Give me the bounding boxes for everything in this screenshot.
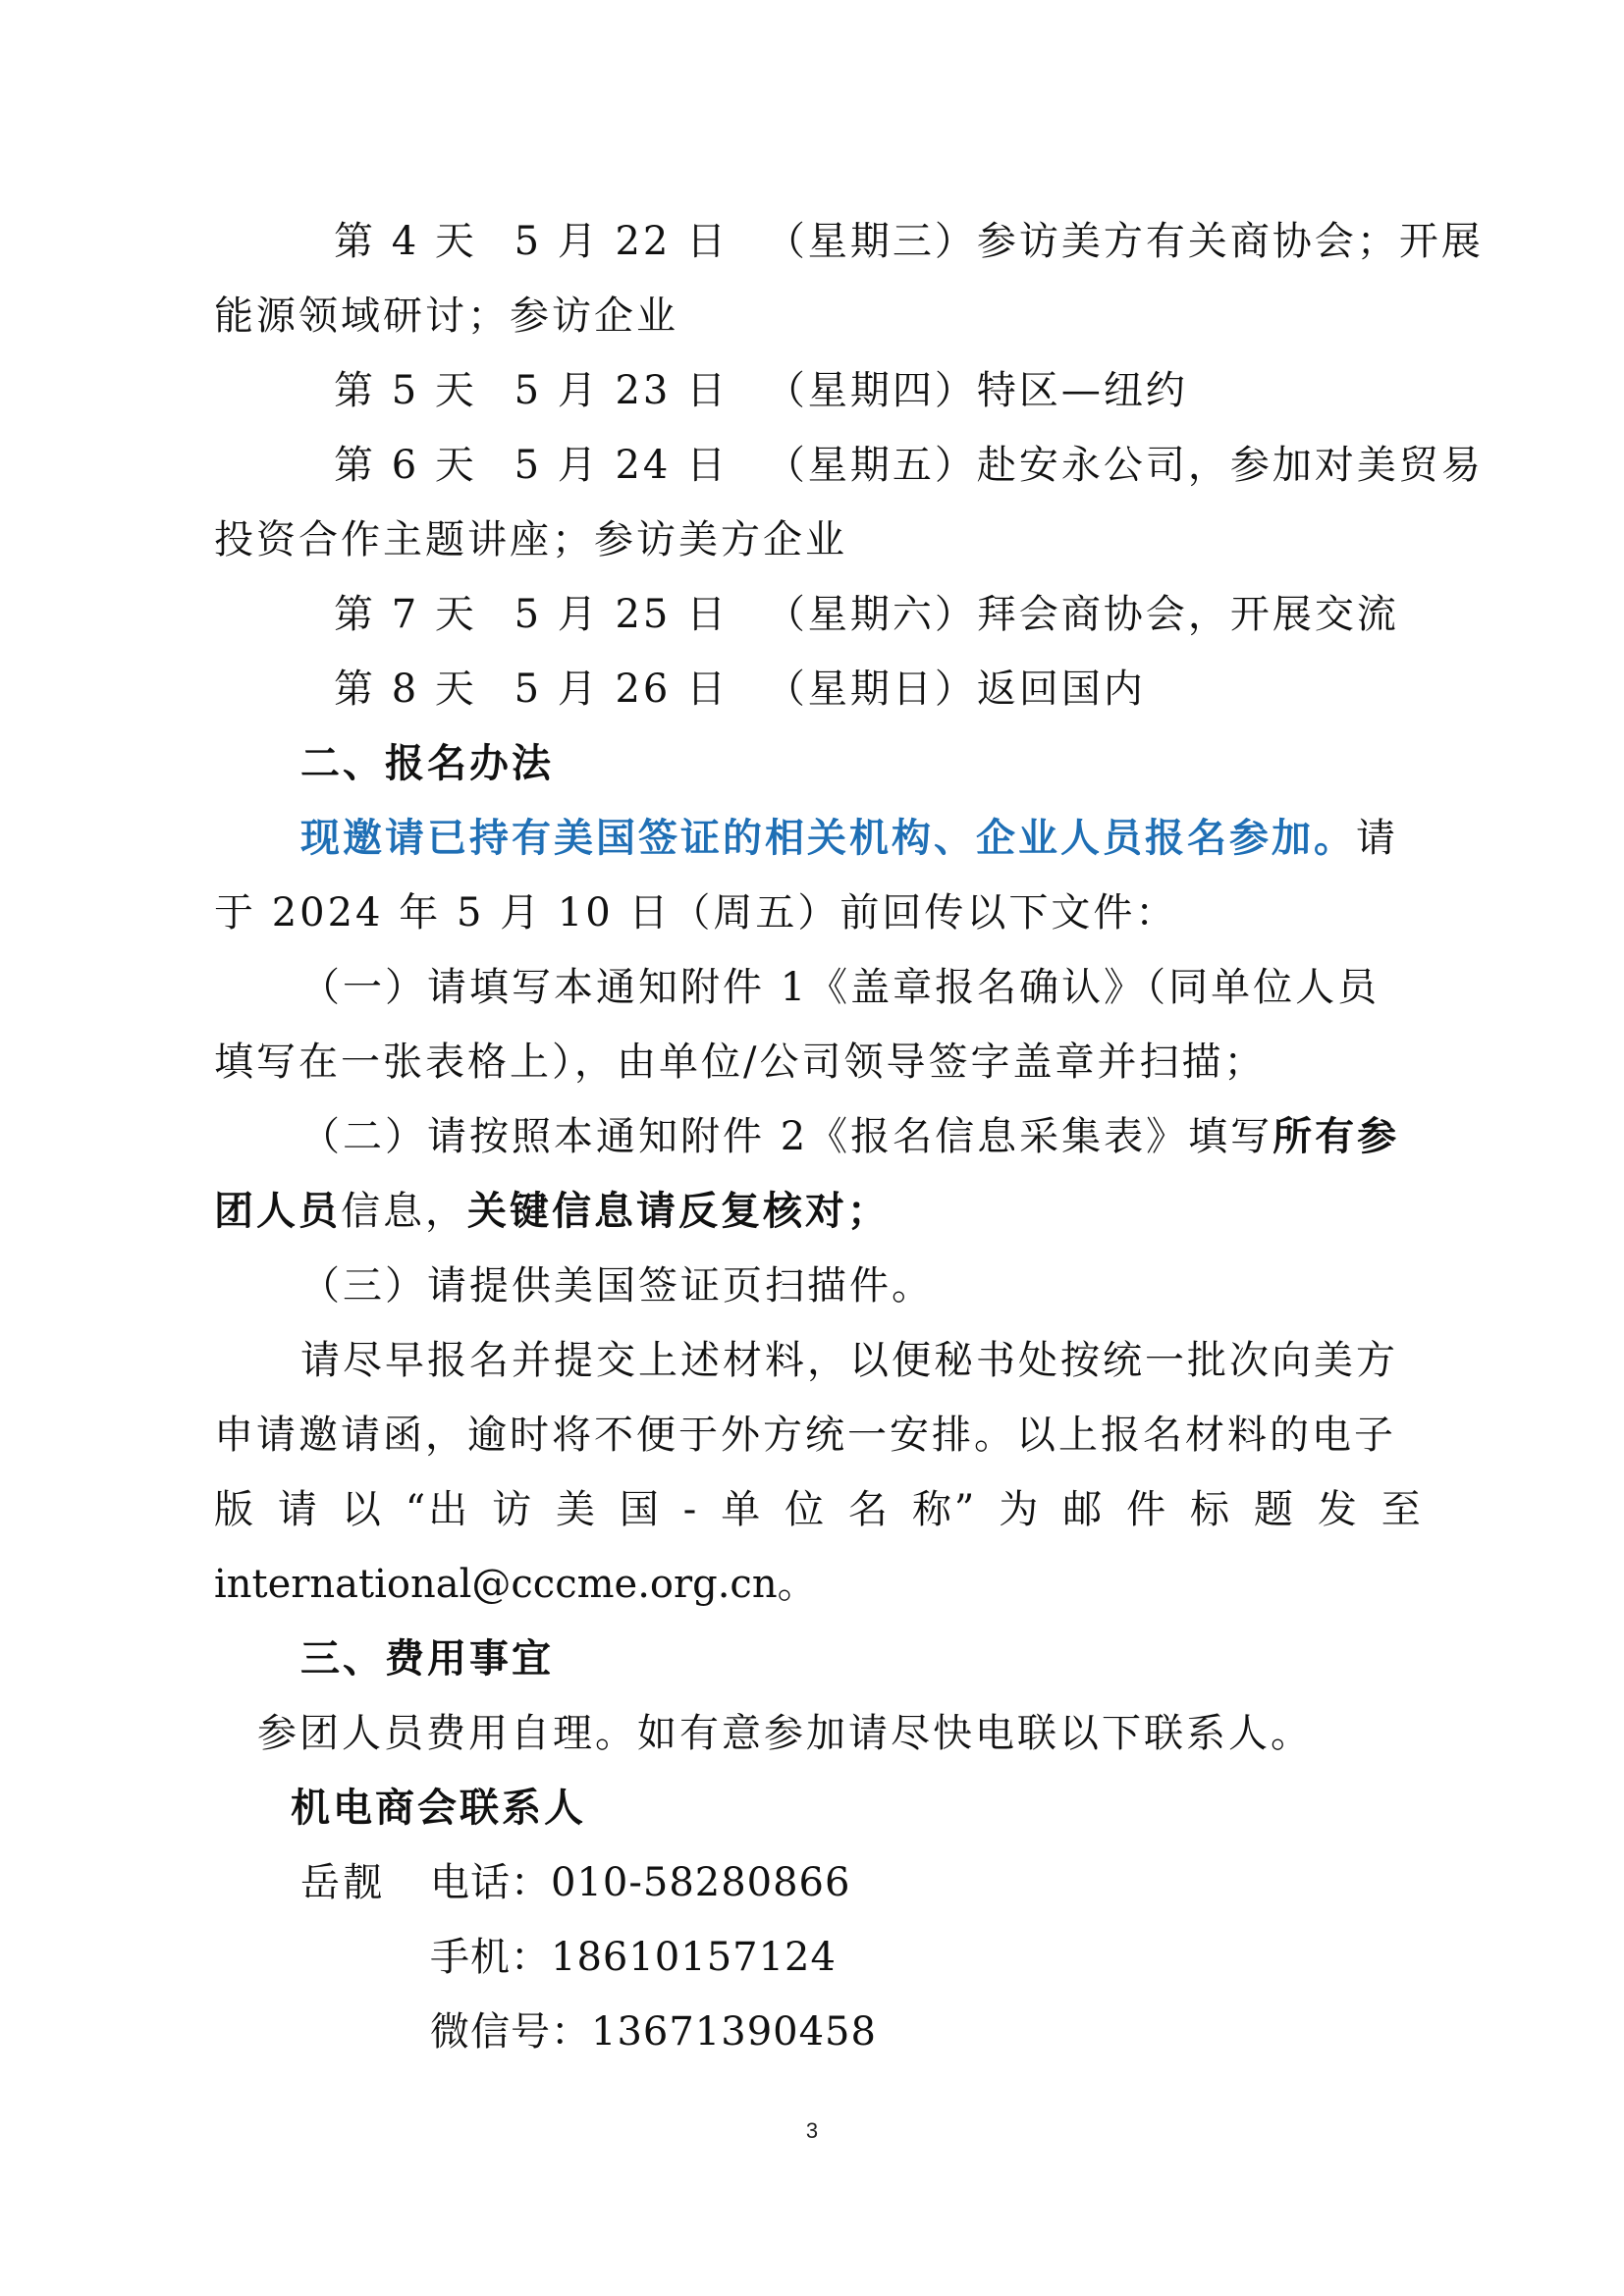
justified-word: - — [682, 1487, 700, 1532]
contact-wechat — [430, 2004, 877, 2059]
itinerary-day-4-cont: 能源领域研讨；参访企业 — [214, 294, 678, 339]
justified-word: 邮 — [1062, 1487, 1106, 1532]
invite-line — [300, 811, 1398, 866]
activity-text: 返回国内 — [976, 667, 1146, 712]
day-label: 第 7 天 — [334, 592, 477, 637]
item-2-line-1 — [300, 1109, 1399, 1164]
item-2-text-b: 信息， — [341, 1189, 467, 1234]
day-label: 第 5 天 — [334, 368, 477, 413]
contact-phone — [430, 1855, 850, 1910]
justified-word: “出 — [405, 1487, 471, 1532]
justified-word: 为 — [999, 1487, 1042, 1532]
item-2-text: （二）请按照本通知附件 2《报名信息采集表》填写 — [300, 1114, 1273, 1159]
itinerary-day-4 — [334, 214, 1484, 269]
item-2-bold-b: 关键信息请反复核对； — [467, 1188, 890, 1234]
paragraph-line-1: 请尽早报名并提交上述材料，以便秘书处按统一批次向美方 — [300, 1338, 1398, 1383]
itinerary-day-6-cont: 投资合作主题讲座；参访美方企业 — [214, 517, 847, 562]
date-label: 5 月 24 日 — [514, 443, 730, 488]
invite-tail: 请 — [1356, 816, 1398, 861]
activity-text: 拜会商协会，开展交流 — [976, 592, 1399, 637]
day-label: 第 4 天 — [334, 219, 477, 264]
weekday-label: （星期日） — [765, 667, 977, 712]
itinerary-day-8 — [334, 662, 1146, 717]
justified-word: 访 — [492, 1487, 535, 1532]
date-label: 5 月 23 日 — [514, 368, 730, 413]
itinerary-day-5 — [334, 363, 1188, 418]
paragraph-line-3 — [214, 1482, 1424, 1537]
justified-word: 标 — [1190, 1487, 1233, 1532]
weekday-label: （星期六） — [765, 592, 977, 637]
section-heading-registration: 二、报名办法 — [300, 740, 554, 786]
email-line[interactable]: international@cccme.org.cn。 — [214, 1562, 817, 1607]
activity-text: 赴安永公司，参加对美贸易 — [976, 443, 1484, 488]
justified-word: 位 — [785, 1487, 828, 1532]
justified-word: 称” — [911, 1487, 978, 1532]
justified-word: 单 — [721, 1487, 764, 1532]
justified-word: 以 — [341, 1487, 384, 1532]
justified-word: 国 — [619, 1487, 662, 1532]
item-1-line-2: 填写在一张表格上），由单位/公司领导签字盖章并扫描； — [214, 1040, 1267, 1085]
item-2-line-2 — [214, 1184, 890, 1239]
paragraph-line-2: 申请邀请函，逾时将不便于外方统一安排。以上报名材料的电子 — [214, 1413, 1396, 1458]
justified-word: 至 — [1380, 1487, 1424, 1532]
mobile-label: 手机： — [430, 1935, 551, 1980]
activity-text: 参访美方有关商协会；开展 — [976, 219, 1484, 264]
fee-text: 参团人员费用自理。如有意参加请尽快电联以下联系人。 — [257, 1711, 1313, 1756]
justified-word: 件 — [1126, 1487, 1169, 1532]
itinerary-day-7 — [334, 587, 1399, 642]
invite-highlight: 现邀请已持有美国签证的相关机构、企业人员报名参加。 — [300, 815, 1356, 861]
wechat-label: 微信号： — [430, 2009, 591, 2055]
page-number: 3 — [805, 2118, 819, 2143]
justified-word: 美 — [555, 1487, 598, 1532]
day-label: 第 6 天 — [334, 443, 477, 488]
justified-word: 版 — [214, 1487, 256, 1532]
justified-word: 题 — [1253, 1487, 1296, 1532]
weekday-label: （星期五） — [765, 443, 977, 488]
contact-mobile — [430, 1930, 837, 1985]
day-label: 第 8 天 — [334, 667, 477, 712]
mobile-value: 18610157124 — [551, 1935, 837, 1980]
date-label: 5 月 25 日 — [514, 592, 730, 637]
item-2-bold-a: 团人员 — [214, 1188, 341, 1234]
date-label: 5 月 22 日 — [514, 219, 730, 264]
deadline-line: 于 2024 年 5 月 10 日（周五）前回传以下文件： — [214, 890, 1178, 935]
justified-word: 名 — [848, 1487, 892, 1532]
phone-label: 电话： — [430, 1860, 551, 1905]
weekday-label: （星期三） — [765, 219, 977, 264]
item-1-line-1: （一）请填写本通知附件 1《盖章报名确认》（同单位人员 — [300, 965, 1380, 1010]
item-2-bold: 所有参 — [1272, 1113, 1400, 1159]
weekday-label: （星期四） — [765, 368, 977, 413]
phone-value: 010-58280866 — [551, 1860, 851, 1905]
contact-heading: 机电商会联系人 — [291, 1785, 586, 1831]
wechat-value: 13671390458 — [591, 2009, 877, 2055]
justified-word: 请 — [277, 1487, 320, 1532]
contact-name: 岳靓 — [300, 1860, 385, 1905]
itinerary-day-6 — [334, 438, 1484, 493]
justified-word: 发 — [1317, 1487, 1360, 1532]
date-label: 5 月 26 日 — [514, 667, 730, 712]
item-3: （三）请提供美国签证页扫描件。 — [300, 1263, 934, 1308]
section-heading-fees: 三、费用事宜 — [300, 1635, 554, 1682]
activity-text: 特区—纽约 — [976, 368, 1188, 413]
